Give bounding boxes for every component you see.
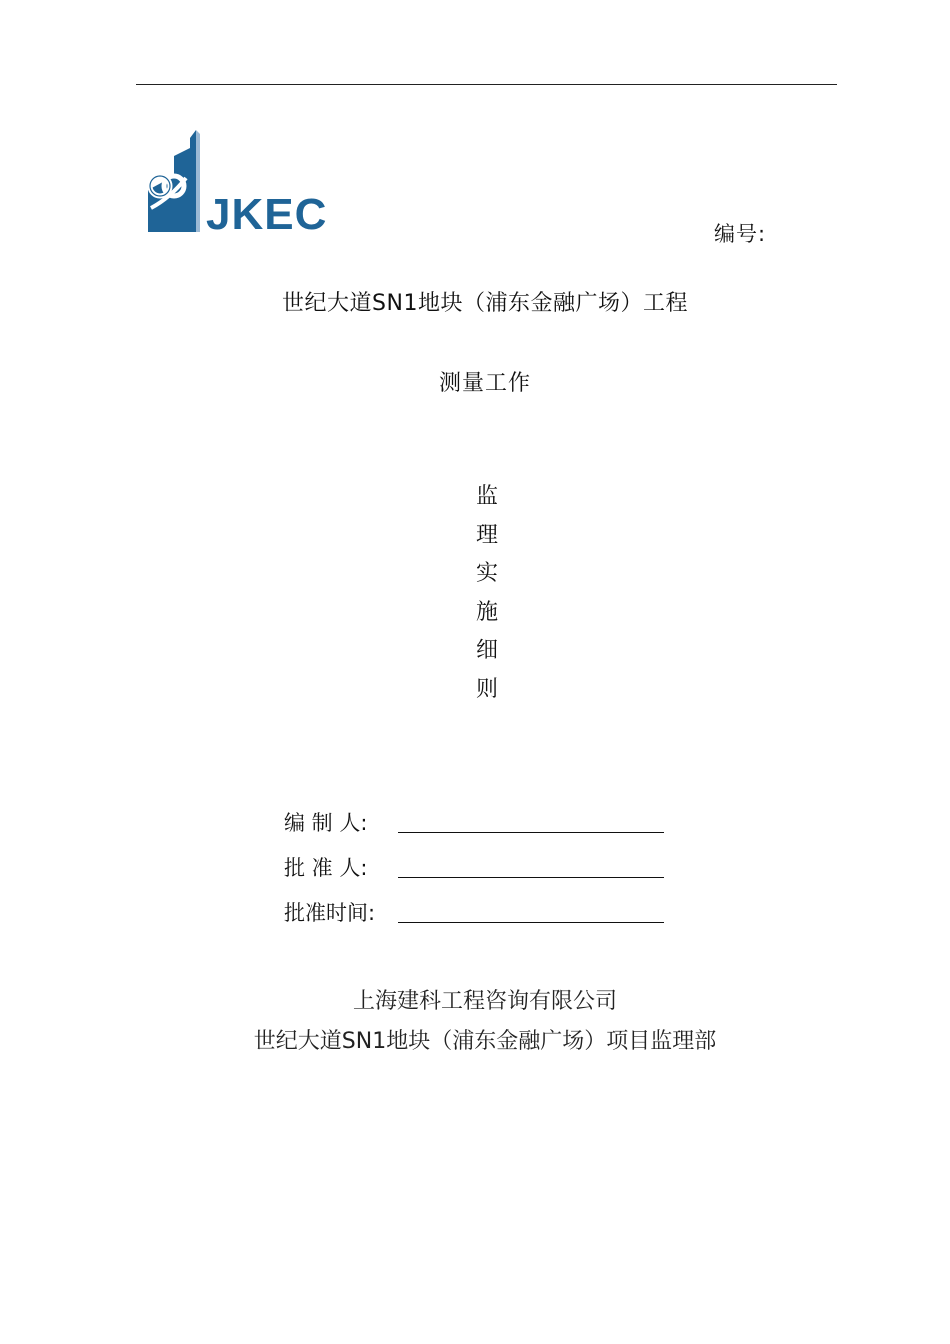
signature-row-approval-date [284,896,664,941]
vertical-title-char: 细 [475,638,498,663]
author-label: 编 制 人: [284,811,368,835]
subject-title: 测量工作 [438,371,531,396]
logo-text: JKEC [206,190,326,236]
department-name: 世纪大道SN1地块（浦东金融广场）项目监理部 [253,1029,717,1054]
project-title: 世纪大道SN1地块（浦东金融广场）工程 [282,291,688,316]
jkec-logo [146,128,326,236]
author-signature-line[interactable] [398,806,664,833]
vertical-title-char: 则 [475,676,498,702]
vertical-title-char: 施 [475,599,498,625]
header-rule [136,84,837,85]
approval-date-label: 批准时间: [284,901,376,925]
vertical-document-title [470,480,504,711]
vertical-title-char: 理 [475,522,498,548]
signature-row-approver [284,851,664,896]
vertical-title-char: 实 [475,561,498,586]
approver-label: 批 准 人: [284,856,368,880]
approver-signature-line[interactable] [398,851,664,878]
approval-date-line[interactable] [398,896,664,923]
signature-row-author [284,806,664,851]
vertical-title-char: 监 [475,484,498,509]
signature-block [284,806,664,941]
company-name: 上海建科工程咨询有限公司 [352,989,617,1014]
document-number-label: 编号: [714,222,767,246]
